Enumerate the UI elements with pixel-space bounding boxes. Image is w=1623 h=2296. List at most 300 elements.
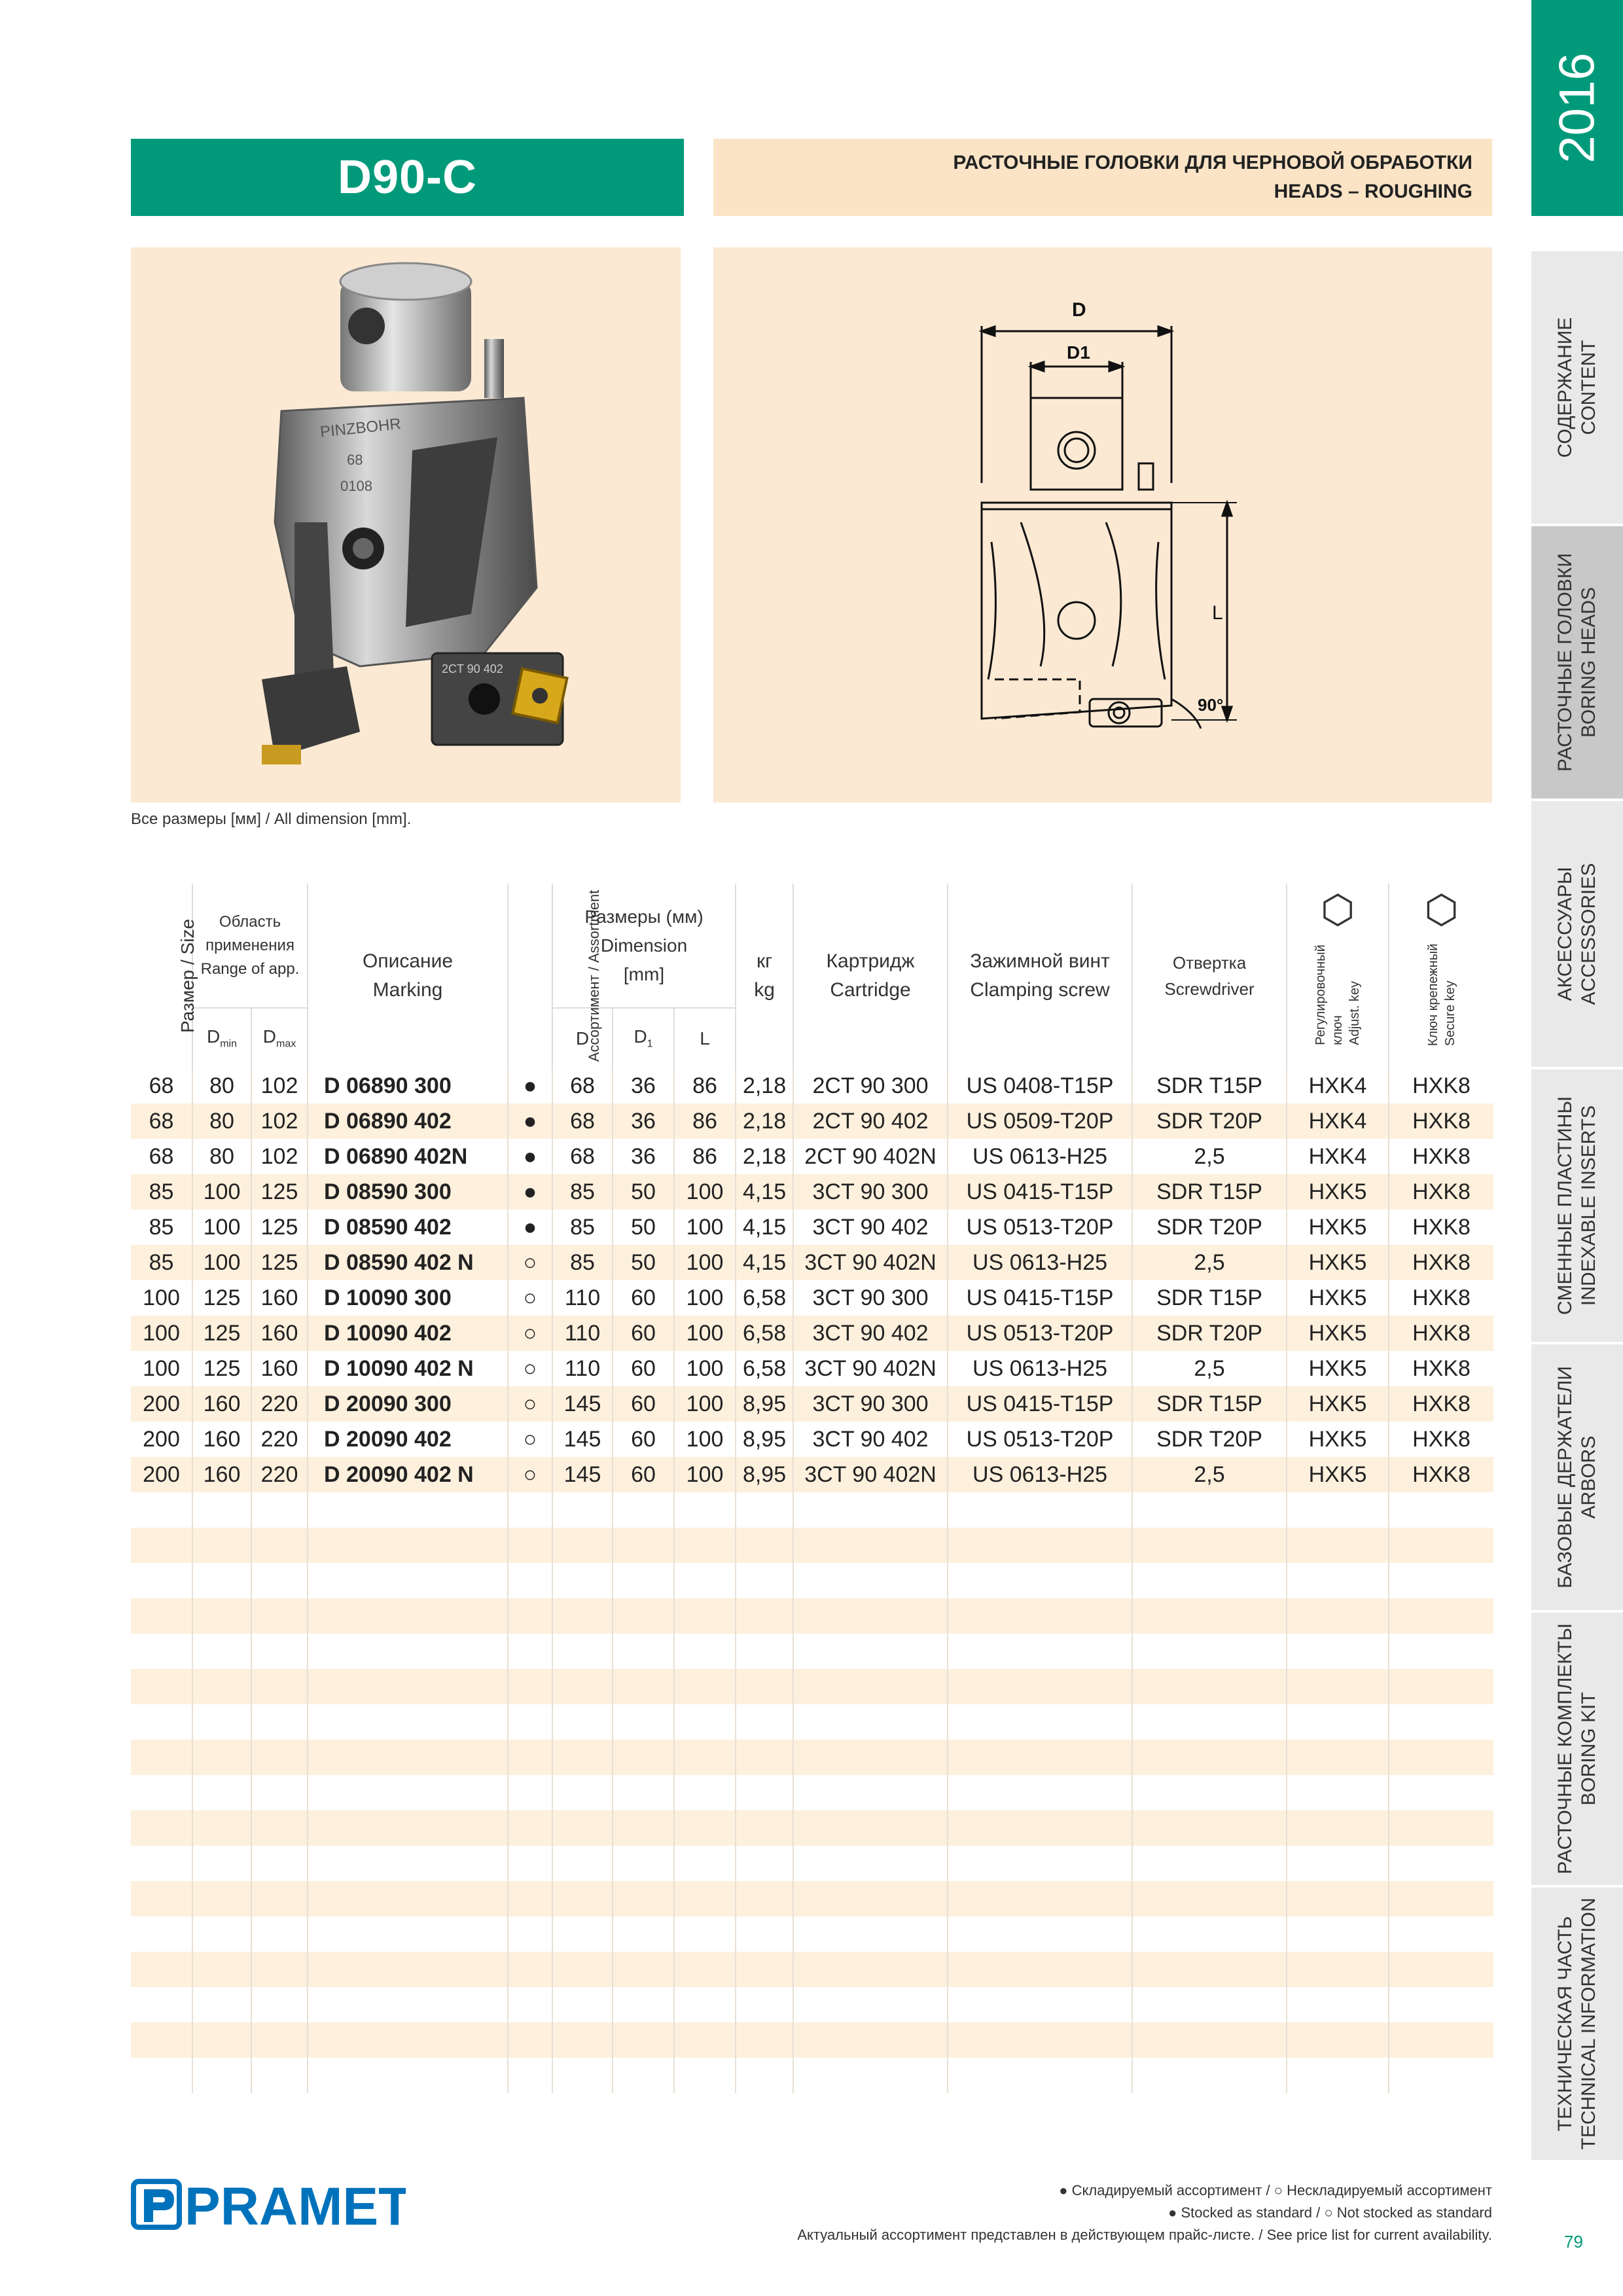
cell-d1: 50 <box>613 1210 674 1245</box>
page-title: D90-C <box>131 139 684 216</box>
empty-row <box>131 2022 1493 2058</box>
empty-cell <box>948 1916 1132 1952</box>
empty-cell <box>192 1492 251 1528</box>
empty-cell <box>948 1987 1132 2022</box>
empty-cell <box>508 1987 552 2022</box>
sidebar-item-boring-heads[interactable]: РАСТОЧНЫЕ ГОЛОВКИ BORING HEADS <box>1531 524 1623 798</box>
cell-weight: 6,58 <box>736 1351 793 1386</box>
empty-cell <box>1132 1846 1287 1881</box>
hex-key-icon: ⬡ <box>1320 888 1355 931</box>
header-marking: Описание Marking <box>308 884 508 1068</box>
empty-cell <box>192 1810 251 1846</box>
empty-cell <box>613 1846 674 1881</box>
empty-cell <box>1287 1987 1389 2022</box>
empty-cell <box>613 1704 674 1740</box>
cell-secure-key: HXK8 <box>1389 1280 1493 1316</box>
empty-cell <box>308 1987 508 2022</box>
empty-cell <box>192 1916 251 1952</box>
cell-d1: 60 <box>613 1316 674 1351</box>
cell-stock: ○ <box>508 1316 552 1351</box>
sidebar-item-indexable-inserts[interactable]: СМЕННЫЕ ПЛАСТИНЫ INDEXABLE INSERTS <box>1531 1067 1623 1342</box>
drawing-label-angle: 90° <box>1198 695 1224 715</box>
table-row <box>131 1280 1493 1316</box>
empty-cell <box>948 1810 1132 1846</box>
cell-clamping-screw: US 0415-T15P <box>948 1386 1132 1422</box>
cell-d1: 36 <box>613 1139 674 1174</box>
empty-row <box>131 1952 1493 1987</box>
header-l: L <box>674 1008 736 1068</box>
empty-cell <box>736 2058 793 2093</box>
empty-cell <box>308 1492 508 1528</box>
empty-cell <box>793 1846 948 1881</box>
empty-cell <box>674 1740 736 1775</box>
empty-cell <box>613 1740 674 1775</box>
empty-cell <box>192 1740 251 1775</box>
table-row <box>131 1422 1493 1457</box>
sidebar-item-boring-kit[interactable]: РАСТОЧНЫЕ КОМПЛЕКТЫ BORING KIT <box>1531 1610 1623 1885</box>
cell-adjust-key: HXK5 <box>1287 1245 1389 1280</box>
empty-cell <box>736 1598 793 1634</box>
empty-cell <box>736 1704 793 1740</box>
cell-size: 85 <box>131 1245 192 1280</box>
empty-cell <box>552 1881 613 1916</box>
cell-dmax: 160 <box>251 1351 308 1386</box>
header-d: D <box>552 1008 613 1068</box>
empty-cell <box>131 1881 192 1916</box>
table-row <box>131 1068 1493 1103</box>
empty-cell <box>131 1987 192 2022</box>
sidebar-nav <box>1531 0 1623 2296</box>
table-row <box>131 1139 1493 1174</box>
cell-l: 100 <box>674 1386 736 1422</box>
empty-cell <box>552 1598 613 1634</box>
empty-cell <box>192 1881 251 1916</box>
cell-secure-key: HXK8 <box>1389 1422 1493 1457</box>
cell-d1: 60 <box>613 1351 674 1386</box>
cell-size: 100 <box>131 1280 192 1316</box>
sidebar-year: 2016 <box>1531 0 1623 216</box>
empty-cell <box>192 2022 251 2058</box>
photo-size-text: 68 <box>347 452 363 468</box>
empty-cell <box>308 1634 508 1669</box>
cell-screwdriver: SDR T15P <box>1132 1068 1287 1103</box>
cell-cartridge: 3CT 90 402 <box>793 1316 948 1351</box>
cell-dmin: 160 <box>192 1386 251 1422</box>
empty-cell <box>1389 1528 1493 1563</box>
sidebar-item-technical-information[interactable]: ТЕХНИЧЕСКАЯ ЧАСТЬ TECHNICAL INFORMATION <box>1531 1885 1623 2160</box>
empty-cell <box>1132 1598 1287 1634</box>
empty-cell <box>793 1810 948 1846</box>
empty-cell <box>1389 1952 1493 1987</box>
empty-cell <box>1132 1952 1287 1987</box>
empty-cell <box>508 1846 552 1881</box>
empty-cell <box>736 1634 793 1669</box>
empty-cell <box>1132 1740 1287 1775</box>
cell-d: 145 <box>552 1386 613 1422</box>
empty-cell <box>613 1669 674 1704</box>
cell-l: 100 <box>674 1245 736 1280</box>
drawing-label-l: L <box>1212 602 1223 624</box>
empty-cell <box>1132 1881 1287 1916</box>
empty-cell <box>552 1740 613 1775</box>
empty-cell <box>131 1704 192 1740</box>
empty-cell <box>1389 1598 1493 1634</box>
cell-dmax: 102 <box>251 1103 308 1139</box>
empty-cell <box>948 1952 1132 1987</box>
empty-cell <box>552 1528 613 1563</box>
empty-cell <box>251 1775 308 1810</box>
technical-drawing <box>713 247 1492 802</box>
cell-weight: 8,95 <box>736 1422 793 1457</box>
cell-secure-key: HXK8 <box>1389 1210 1493 1245</box>
empty-cell <box>1132 1669 1287 1704</box>
cell-size: 85 <box>131 1174 192 1210</box>
cell-cartridge: 3CT 90 402N <box>793 1245 948 1280</box>
cell-adjust-key: HXK5 <box>1287 1210 1389 1245</box>
photo-cartridge-code: 2CT 90 402 <box>442 662 503 675</box>
table-row <box>131 1245 1493 1280</box>
cell-adjust-key: HXK5 <box>1287 1457 1389 1492</box>
cell-l: 100 <box>674 1210 736 1245</box>
empty-cell <box>552 1810 613 1846</box>
empty-cell <box>674 1598 736 1634</box>
section-subtitle <box>713 139 1492 216</box>
cell-dmin: 160 <box>192 1422 251 1457</box>
cell-marking: D 06890 402 <box>308 1103 508 1139</box>
empty-row <box>131 1492 1493 1528</box>
cell-l: 86 <box>674 1068 736 1103</box>
empty-cell <box>793 1563 948 1598</box>
empty-cell <box>192 1598 251 1634</box>
cell-clamping-screw: US 0613-H25 <box>948 1457 1132 1492</box>
cell-size: 85 <box>131 1210 192 1245</box>
empty-cell <box>508 1492 552 1528</box>
cell-d: 68 <box>552 1103 613 1139</box>
empty-cell <box>508 2058 552 2093</box>
empty-cell <box>736 1563 793 1598</box>
empty-cell <box>508 1528 552 1563</box>
empty-cell <box>793 2022 948 2058</box>
cell-marking: D 08590 402 <box>308 1210 508 1245</box>
empty-cell <box>613 1634 674 1669</box>
table-row <box>131 1351 1493 1386</box>
cell-d: 68 <box>552 1068 613 1103</box>
cell-stock: ● <box>508 1174 552 1210</box>
empty-cell <box>131 2022 192 2058</box>
empty-cell <box>308 1846 508 1881</box>
empty-cell <box>793 1881 948 1916</box>
empty-cell <box>1287 1952 1389 1987</box>
sidebar-item-arbors[interactable]: БАЗОВЫЕ ДЕРЖАТЕЛИ ARBORS <box>1531 1342 1623 1610</box>
empty-cell <box>1287 1846 1389 1881</box>
empty-cell <box>736 1881 793 1916</box>
cell-d: 110 <box>552 1351 613 1386</box>
cell-secure-key: HXK8 <box>1389 1068 1493 1103</box>
empty-cell <box>251 2058 308 2093</box>
empty-cell <box>948 1846 1132 1881</box>
cell-l: 100 <box>674 1280 736 1316</box>
cell-adjust-key: HXK5 <box>1287 1280 1389 1316</box>
empty-cell <box>508 1810 552 1846</box>
cell-secure-key: HXK8 <box>1389 1457 1493 1492</box>
empty-cell <box>948 1704 1132 1740</box>
header-clamping-screw: Зажимной винт Clamping screw <box>948 884 1132 1068</box>
empty-cell <box>192 1528 251 1563</box>
empty-cell <box>1132 1775 1287 1810</box>
table-row <box>131 1386 1493 1422</box>
dimension-note: Все размеры [мм] / All dimension [mm]. <box>131 810 412 828</box>
empty-cell <box>251 1598 308 1634</box>
empty-cell <box>552 2022 613 2058</box>
cell-l: 86 <box>674 1139 736 1174</box>
empty-cell <box>736 1669 793 1704</box>
empty-row <box>131 2058 1493 2093</box>
empty-cell <box>736 1952 793 1987</box>
empty-cell <box>131 1916 192 1952</box>
cell-l: 100 <box>674 1457 736 1492</box>
cell-stock: ○ <box>508 1422 552 1457</box>
empty-cell <box>674 2022 736 2058</box>
cell-weight: 4,15 <box>736 1210 793 1245</box>
empty-cell <box>131 1775 192 1810</box>
empty-cell <box>1287 2022 1389 2058</box>
cell-cartridge: 3CT 90 300 <box>793 1386 948 1422</box>
empty-cell <box>1389 1704 1493 1740</box>
cell-weight: 6,58 <box>736 1316 793 1351</box>
empty-cell <box>793 1528 948 1563</box>
empty-cell <box>793 1952 948 1987</box>
empty-row <box>131 1881 1493 1916</box>
empty-cell <box>131 1846 192 1881</box>
cell-marking: D 20090 402 N <box>308 1457 508 1492</box>
empty-cell <box>736 2022 793 2058</box>
legend-ru: ● Складируемый ассортимент / ○ Нескладируемый ассортимент <box>1059 2182 1492 2198</box>
empty-cell <box>508 2022 552 2058</box>
cell-screwdriver: SDR T15P <box>1132 1174 1287 1210</box>
empty-cell <box>1287 1492 1389 1528</box>
empty-cell <box>613 1775 674 1810</box>
empty-row <box>131 1598 1493 1634</box>
cell-weight: 2,18 <box>736 1103 793 1139</box>
empty-cell <box>192 1704 251 1740</box>
empty-cell <box>1287 1916 1389 1952</box>
empty-cell <box>251 1563 308 1598</box>
cell-clamping-screw: US 0513-T20P <box>948 1422 1132 1457</box>
cell-weight: 4,15 <box>736 1174 793 1210</box>
cell-l: 100 <box>674 1174 736 1210</box>
empty-cell <box>613 1563 674 1598</box>
empty-cell <box>552 1987 613 2022</box>
empty-cell <box>1287 1740 1389 1775</box>
cell-size: 100 <box>131 1351 192 1386</box>
empty-cell <box>251 1987 308 2022</box>
cell-dmax: 160 <box>251 1280 308 1316</box>
cell-stock: ○ <box>508 1386 552 1422</box>
empty-cell <box>736 1987 793 2022</box>
empty-cell <box>674 1881 736 1916</box>
cell-secure-key: HXK8 <box>1389 1386 1493 1422</box>
empty-cell <box>793 1669 948 1704</box>
cell-cartridge: 3CT 90 300 <box>793 1280 948 1316</box>
cell-weight: 8,95 <box>736 1386 793 1422</box>
empty-cell <box>948 2058 1132 2093</box>
empty-cell <box>1389 1492 1493 1528</box>
empty-cell <box>674 1916 736 1952</box>
cell-marking: D 06890 300 <box>308 1068 508 1103</box>
empty-cell <box>613 1810 674 1846</box>
cell-dmin: 125 <box>192 1280 251 1316</box>
cell-clamping-screw: US 0613-H25 <box>948 1245 1132 1280</box>
empty-cell <box>308 1952 508 1987</box>
cell-adjust-key: HXK5 <box>1287 1316 1389 1351</box>
empty-cell <box>674 1563 736 1598</box>
cell-dmax: 102 <box>251 1068 308 1103</box>
cell-clamping-screw: US 0415-T15P <box>948 1280 1132 1316</box>
empty-cell <box>131 1669 192 1704</box>
empty-cell <box>552 1634 613 1669</box>
empty-cell <box>308 1810 508 1846</box>
cell-stock: ● <box>508 1210 552 1245</box>
empty-cell <box>1132 1704 1287 1740</box>
cell-adjust-key: HXK5 <box>1287 1422 1389 1457</box>
empty-cell <box>1132 1563 1287 1598</box>
empty-row <box>131 1704 1493 1740</box>
empty-cell <box>192 2058 251 2093</box>
empty-cell <box>308 2022 508 2058</box>
cell-size: 68 <box>131 1068 192 1103</box>
empty-cell <box>192 1563 251 1598</box>
cell-marking: D 08590 402 N <box>308 1245 508 1280</box>
empty-cell <box>736 1916 793 1952</box>
empty-cell <box>192 1952 251 1987</box>
cell-cartridge: 3CT 90 402N <box>793 1457 948 1492</box>
header-weight: кг kg <box>736 884 793 1068</box>
cell-size: 68 <box>131 1139 192 1174</box>
empty-cell <box>308 1669 508 1704</box>
empty-row <box>131 1634 1493 1669</box>
empty-cell <box>552 1669 613 1704</box>
empty-cell <box>308 1775 508 1810</box>
empty-cell <box>251 1740 308 1775</box>
cell-screwdriver: SDR T15P <box>1132 1280 1287 1316</box>
cell-adjust-key: HXK4 <box>1287 1139 1389 1174</box>
empty-cell <box>1132 2022 1287 2058</box>
cell-cartridge: 3CT 90 402 <box>793 1210 948 1245</box>
empty-cell <box>192 1669 251 1704</box>
cell-dmin: 100 <box>192 1210 251 1245</box>
cell-dmin: 125 <box>192 1351 251 1386</box>
table-row <box>131 1103 1493 1139</box>
empty-cell <box>948 1598 1132 1634</box>
empty-cell <box>1389 1740 1493 1775</box>
cell-d1: 36 <box>613 1068 674 1103</box>
empty-cell <box>674 1987 736 2022</box>
empty-cell <box>308 1881 508 1916</box>
cell-adjust-key: HXK4 <box>1287 1068 1389 1103</box>
empty-cell <box>131 2058 192 2093</box>
empty-cell <box>508 1952 552 1987</box>
empty-cell <box>948 1563 1132 1598</box>
cell-adjust-key: HXK5 <box>1287 1351 1389 1386</box>
cell-d1: 50 <box>613 1245 674 1280</box>
cell-size: 68 <box>131 1103 192 1139</box>
cell-secure-key: HXK8 <box>1389 1316 1493 1351</box>
empty-cell <box>308 1916 508 1952</box>
empty-cell <box>1389 1563 1493 1598</box>
cell-d1: 60 <box>613 1280 674 1316</box>
cell-dmax: 125 <box>251 1174 308 1210</box>
cell-screwdriver: SDR T20P <box>1132 1210 1287 1245</box>
logo-text: PRAMET <box>185 2177 406 2235</box>
empty-cell <box>131 1740 192 1775</box>
empty-cell <box>613 1881 674 1916</box>
empty-row <box>131 1528 1493 1563</box>
empty-cell <box>251 1704 308 1740</box>
empty-row <box>131 1916 1493 1952</box>
empty-cell <box>674 2058 736 2093</box>
availability-note: Актуальный ассортимент представлен в действующем прайс-листе. / See price list for current availability. <box>797 2227 1492 2243</box>
empty-cell <box>674 1846 736 1881</box>
empty-cell <box>1287 1775 1389 1810</box>
empty-cell <box>508 1916 552 1952</box>
empty-cell <box>736 1492 793 1528</box>
empty-cell <box>1389 1669 1493 1704</box>
empty-cell <box>613 1952 674 1987</box>
cell-screwdriver: SDR T20P <box>1132 1422 1287 1457</box>
empty-cell <box>251 1952 308 1987</box>
cell-dmin: 80 <box>192 1068 251 1103</box>
cell-secure-key: HXK8 <box>1389 1174 1493 1210</box>
cell-dmin: 160 <box>192 1457 251 1492</box>
empty-cell <box>1389 1634 1493 1669</box>
cell-dmin: 80 <box>192 1103 251 1139</box>
empty-cell <box>251 1669 308 1704</box>
empty-cell <box>251 1492 308 1528</box>
cell-size: 200 <box>131 1457 192 1492</box>
empty-cell <box>251 1634 308 1669</box>
cell-dmin: 80 <box>192 1139 251 1174</box>
empty-cell <box>131 1528 192 1563</box>
empty-cell <box>552 1952 613 1987</box>
empty-cell <box>508 1740 552 1775</box>
empty-cell <box>613 1598 674 1634</box>
cell-size: 200 <box>131 1422 192 1457</box>
empty-cell <box>508 1775 552 1810</box>
cell-marking: D 08590 300 <box>308 1174 508 1210</box>
cell-screwdriver: SDR T15P <box>1132 1386 1287 1422</box>
empty-row <box>131 1987 1493 2022</box>
empty-cell <box>552 1916 613 1952</box>
cell-d1: 60 <box>613 1457 674 1492</box>
empty-cell <box>508 1634 552 1669</box>
cell-clamping-screw: US 0513-T20P <box>948 1316 1132 1351</box>
empty-cell <box>674 1634 736 1669</box>
sidebar-item-content[interactable]: СОДЕРЖАНИЕ CONTENT <box>1531 249 1623 524</box>
empty-cell <box>1389 2022 1493 2058</box>
empty-cell <box>948 1775 1132 1810</box>
cell-size: 100 <box>131 1316 192 1351</box>
cell-d: 145 <box>552 1422 613 1457</box>
empty-cell <box>131 1634 192 1669</box>
empty-cell <box>1132 1492 1287 1528</box>
cell-adjust-key: HXK5 <box>1287 1174 1389 1210</box>
cell-weight: 4,15 <box>736 1245 793 1280</box>
empty-cell <box>736 1810 793 1846</box>
cell-marking: D 20090 300 <box>308 1386 508 1422</box>
cell-marking: D 20090 402 <box>308 1422 508 1457</box>
sidebar-item-accessories[interactable]: АКСЕССУАРЫ ACCESSORIES <box>1531 798 1623 1067</box>
cell-screwdriver: 2,5 <box>1132 1457 1287 1492</box>
